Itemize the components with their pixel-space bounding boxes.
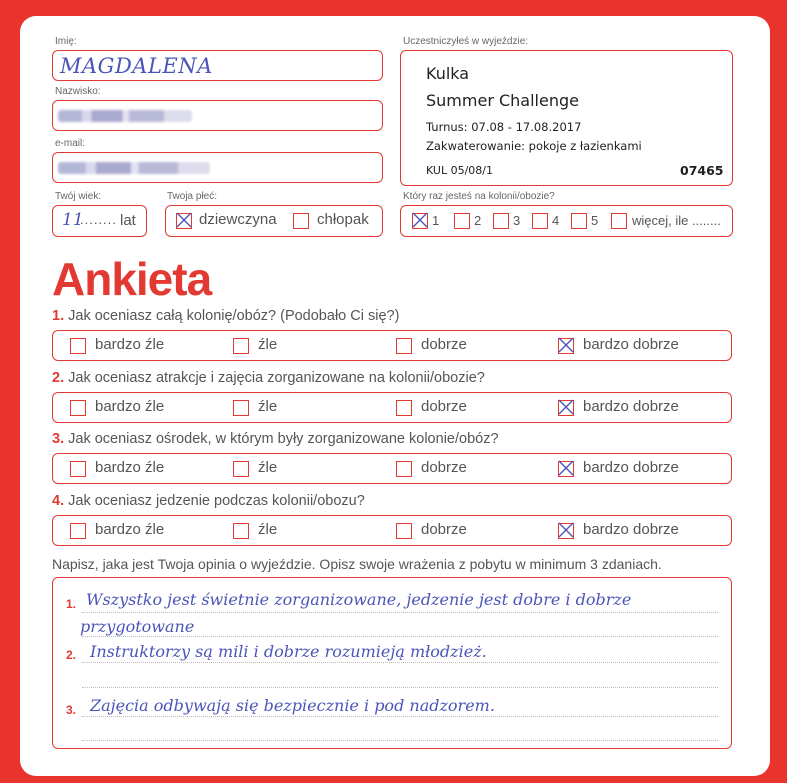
trip-name: Kulka — [426, 64, 470, 83]
q1-checkbox-bardzo-zle[interactable] — [70, 338, 86, 354]
q2-option-bardzo-dobrze: bardzo dobrze — [583, 398, 679, 415]
q1-checkbox-zle[interactable] — [233, 338, 249, 354]
q3-checkbox-dobrze[interactable] — [396, 461, 412, 477]
email-label: e-mail: — [55, 138, 86, 149]
answer-line — [82, 740, 718, 741]
answer-line — [82, 636, 718, 637]
question-text: Jak oceniasz atrakcje i zajęcia zorganizowane na kolonii/obozie? — [68, 370, 485, 386]
q1-option-dobrze: dobrze — [421, 336, 467, 353]
times-checkbox-2[interactable] — [454, 213, 470, 229]
imie-label: Imię: — [55, 36, 77, 47]
q3-option-dobrze: dobrze — [421, 459, 467, 476]
check-x-icon — [557, 398, 575, 416]
times-checkbox-4[interactable] — [532, 213, 548, 229]
q4-checkbox-dobrze[interactable] — [396, 523, 412, 539]
trip-zakwaterowanie: Zakwaterowanie: pokoje z łazienkami — [426, 139, 642, 153]
answer-3-line1: Zajęcia odbywają się bezpiecznie i pod nadzorem. — [90, 696, 495, 715]
question-1 — [52, 308, 399, 324]
q3-option-bardzo-dobrze: bardzo dobrze — [583, 459, 679, 476]
plec-option-dziewczyna: dziewczyna — [199, 211, 277, 228]
times-option-3: 3 — [513, 213, 521, 228]
q2-checkbox-bardzo-zle[interactable] — [70, 400, 86, 416]
answer-line — [82, 687, 718, 688]
answer-number-2: 2. — [66, 648, 77, 662]
q3-checkbox-bardzo-dobrze[interactable] — [558, 461, 574, 477]
trip-label: Uczestniczyłeś w wyjeździe: — [403, 36, 529, 47]
question-text: Jak oceniasz jedzenie podczas kolonii/obozu? — [68, 493, 365, 509]
times-option-5: 5 — [591, 213, 599, 228]
answer-1-line1: Wszystko jest świetnie zorganizowane, jedzenie jest dobre i dobrze — [86, 590, 632, 609]
check-x-icon — [557, 521, 575, 539]
q2-checkbox-zle[interactable] — [233, 400, 249, 416]
answer-2-line1: Instruktorzy są mili i dobrze rozumieją młodzież. — [90, 642, 487, 661]
check-x-icon — [175, 211, 193, 229]
trip-number: 07465 — [680, 163, 724, 178]
plec-checkbox-chlopak[interactable] — [293, 213, 309, 229]
times-option-2: 2 — [474, 213, 482, 228]
answer-line — [82, 716, 718, 717]
q4-option-dobrze: dobrze — [421, 521, 467, 538]
trip-turnus: Turnus: 07.08 - 17.08.2017 — [426, 120, 582, 134]
q3-checkbox-zle[interactable] — [233, 461, 249, 477]
q1-option-bardzo-dobrze: bardzo dobrze — [583, 336, 679, 353]
wiek-value: 11 — [62, 210, 84, 230]
q1-option-zle: źle — [258, 336, 278, 353]
q2-checkbox-dobrze[interactable] — [396, 400, 412, 416]
q2-option-dobrze: dobrze — [421, 398, 467, 415]
q2-option-zle: źle — [258, 398, 278, 415]
times-checkbox-1[interactable] — [412, 213, 428, 229]
question-2 — [52, 370, 485, 386]
question-text: Jak oceniasz całą kolonię/obóz? (Podobało Ci się?) — [68, 308, 400, 324]
q4-checkbox-zle[interactable] — [233, 523, 249, 539]
q4-option-bardzo-zle: bardzo źle — [95, 521, 165, 538]
q3-option-zle: źle — [258, 459, 278, 476]
q2-option-bardzo-zle: bardzo źle — [95, 398, 165, 415]
question-number: 2. — [52, 370, 65, 386]
wiek-dots: ........ — [80, 212, 117, 227]
q4-option-zle: źle — [258, 521, 278, 538]
opinion-prompt: Napisz, jaka jest Twoja opinia o wyjeździe. Opisz swoje wrażenia z pobytu w minimum 3 zdaniach. — [52, 556, 662, 572]
plec-checkbox-dziewczyna[interactable] — [176, 213, 192, 229]
answer-1-line2: przygotowane — [80, 617, 195, 636]
nazwisko-redacted — [58, 110, 192, 122]
trip-subtitle: Summer Challenge — [426, 91, 579, 110]
check-x-icon — [557, 459, 575, 477]
check-x-icon — [411, 211, 429, 229]
answer-number-3: 3. — [66, 703, 77, 717]
imie-value: MAGDALENA — [60, 54, 213, 78]
times-option-more: więcej, ile ........ — [632, 213, 721, 228]
question-number: 3. — [52, 431, 65, 447]
q1-option-bardzo-zle: bardzo źle — [95, 336, 165, 353]
times-checkbox-5[interactable] — [571, 213, 587, 229]
answer-number-1: 1. — [66, 597, 77, 611]
times-checkbox-more[interactable] — [611, 213, 627, 229]
times-option-4: 4 — [552, 213, 560, 228]
plec-label: Twoja płeć: — [167, 191, 218, 202]
q4-checkbox-bardzo-zle[interactable] — [70, 523, 86, 539]
q3-checkbox-bardzo-zle[interactable] — [70, 461, 86, 477]
question-4 — [52, 493, 365, 509]
q4-option-bardzo-dobrze: bardzo dobrze — [583, 521, 679, 538]
times-label: Który raz jesteś na kolonii/obozie? — [403, 191, 555, 202]
wiek-label: Twój wiek: — [55, 191, 102, 202]
wiek-unit: lat — [120, 212, 136, 229]
plec-option-chlopak: chłopak — [317, 211, 369, 228]
question-number: 1. — [52, 308, 65, 324]
times-option-1: 1 — [432, 213, 440, 228]
answer-line — [82, 612, 718, 613]
q2-checkbox-bardzo-dobrze[interactable] — [558, 400, 574, 416]
trip-code: KUL 05/08/1 — [426, 164, 493, 177]
q4-checkbox-bardzo-dobrze[interactable] — [558, 523, 574, 539]
times-checkbox-3[interactable] — [493, 213, 509, 229]
q3-option-bardzo-zle: bardzo źle — [95, 459, 165, 476]
question-text: Jak oceniasz ośrodek, w którym były zorganizowane kolonie/obóz? — [68, 431, 499, 447]
question-3 — [52, 431, 499, 447]
email-redacted — [58, 162, 210, 174]
q1-checkbox-dobrze[interactable] — [396, 338, 412, 354]
check-x-icon — [557, 336, 575, 354]
q1-checkbox-bardzo-dobrze[interactable] — [558, 338, 574, 354]
question-number: 4. — [52, 493, 65, 509]
answer-line — [82, 662, 718, 663]
page-title: Ankieta — [52, 253, 212, 305]
nazwisko-label: Nazwisko: — [55, 86, 101, 97]
